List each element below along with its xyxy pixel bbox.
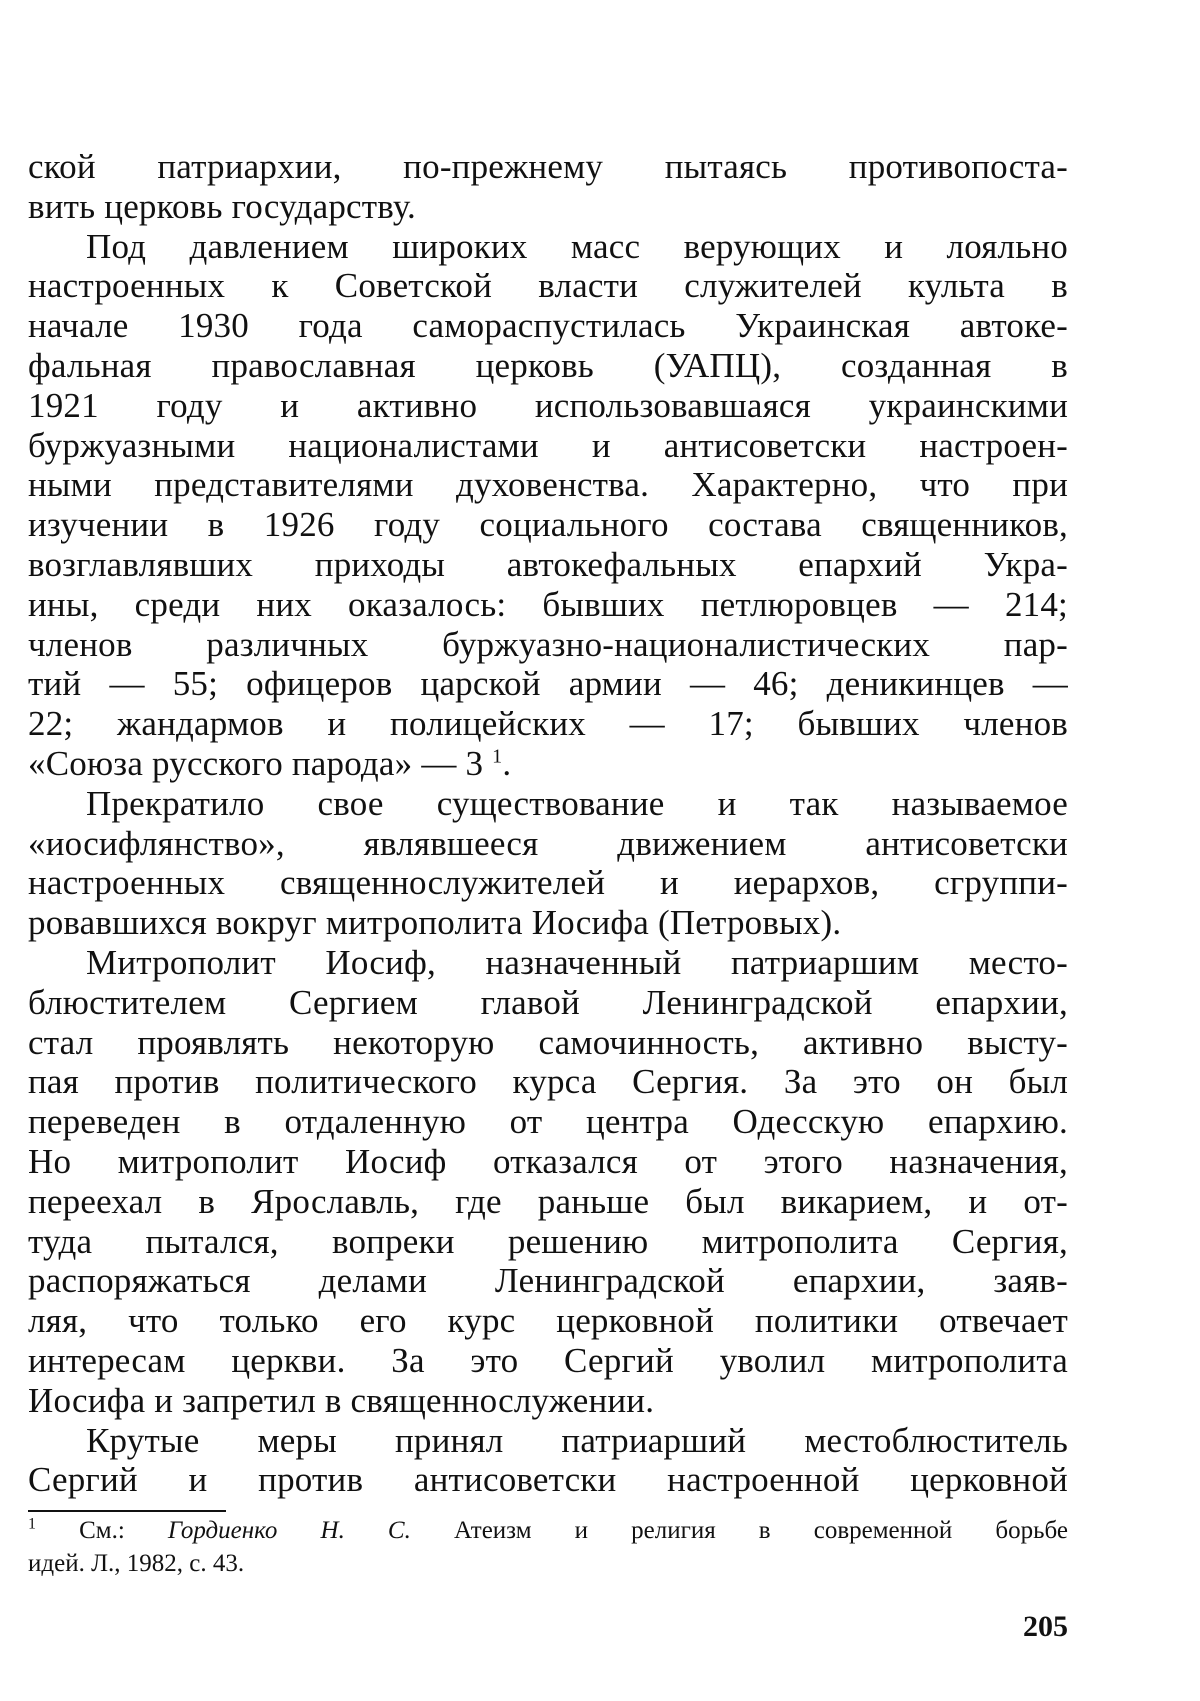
page-number: 205 <box>1023 1610 1068 1643</box>
footnote-number: 1 <box>28 1515 36 1533</box>
text-line: блюстителем Сергием главой Ленинградской епархии, <box>28 982 1068 1022</box>
text-line: членов различных буржуазно-националистических пар- <box>28 624 1068 664</box>
text-line: начале 1930 года самораспустилась Украинская автоке- <box>28 306 1068 346</box>
text-line: пая против политического курса Сергия. За это он был <box>28 1062 1068 1102</box>
text-line: туда пытался, вопреки решению митрополита Сергия, <box>28 1221 1068 1261</box>
text-line: Под давлением широких масс верующих и лояльно <box>86 226 1068 266</box>
text-line: «иосифлянство», являвшееся движением антисоветски <box>28 823 1068 863</box>
text-line: переведен в отдаленную от центра Одесскую епархию. <box>28 1102 1068 1142</box>
text-line: буржуазными националистами и антисоветски настроен- <box>28 425 1068 465</box>
text-line-content: «Союза русского парода» — 3 <box>28 743 484 783</box>
text-line: изучении в 1926 году социального состава священников, <box>28 505 1068 545</box>
text-line: 1921 году и активно использовавшаяся украинскими <box>28 385 1068 425</box>
line-end-punctuation: . <box>502 743 512 783</box>
text-line: стал проявлять некоторую самочинность, активно высту- <box>28 1022 1068 1062</box>
main-text <box>28 147 1068 1500</box>
text-line: настроенных священнослужителей и иерархов, сгруппи- <box>28 863 1068 903</box>
footnote <box>28 1514 1068 1580</box>
footnote-line: идей. Л., 1982, с. 43. <box>28 1550 245 1577</box>
footnote-reference[interactable]: 1 <box>492 745 503 768</box>
footnote-title: Атеизм и религия в современной борьбе <box>453 1517 1068 1544</box>
text-line: Но митрополит Иосиф отказался от этого назначения, <box>28 1141 1068 1181</box>
footnote-prefix: См.: <box>79 1517 125 1544</box>
footnote-divider <box>28 1510 226 1512</box>
text-line: ской патриархии, по-прежнему пытаясь противопоста- <box>28 147 1068 186</box>
text-line: Прекратило свое существование и так называемое <box>86 783 1068 823</box>
text-line: настроенных к Советской власти служителей культа в <box>28 266 1068 306</box>
text-line: ровавшихся вокруг митрополита Иосифа (Петровых). <box>28 903 842 943</box>
text-line: переехал в Ярославль, где раньше был викарием, и от- <box>28 1181 1068 1221</box>
text-line: Сергий и против антисоветски настроенной церковной <box>28 1460 1068 1500</box>
text-line: Иосифа и запретил в священнослужении. <box>28 1380 655 1420</box>
text-line: распоряжаться делами Ленинградской епархии, заяв- <box>28 1261 1068 1301</box>
text-line: ляя, что только его курс церковной политики отвечает <box>28 1301 1068 1341</box>
text-line: ными представителями духовенства. Характерно, что при <box>28 465 1068 505</box>
footnote-author: Гордиенко Н. С. <box>167 1517 411 1544</box>
text-line: вить церковь государству. <box>28 186 416 226</box>
text-line: фальная православная церковь (УАПЦ), созданная в <box>28 345 1068 385</box>
text-line: Крутые меры принял патриарший местоблюститель <box>86 1420 1068 1460</box>
text-line: Митрополит Иосиф, назначенный патриаршим место- <box>86 942 1068 982</box>
text-line: ины, среди них оказалось: бывших петлюровцев — 214; <box>28 584 1068 624</box>
text-line: интересам церкви. За это Сергий уволил митрополита <box>28 1340 1068 1380</box>
footnote-line <box>28 1514 1068 1547</box>
text-line: тий — 55; офицеров царской армии — 46; деникинцев — <box>28 664 1068 704</box>
text-line-with-footnote <box>28 744 1068 784</box>
text-line: возглавлявших приходы автокефальных епархий Укра- <box>28 544 1068 584</box>
text-line: 22; жандармов и полицейских — 17; бывших членов <box>28 704 1068 744</box>
